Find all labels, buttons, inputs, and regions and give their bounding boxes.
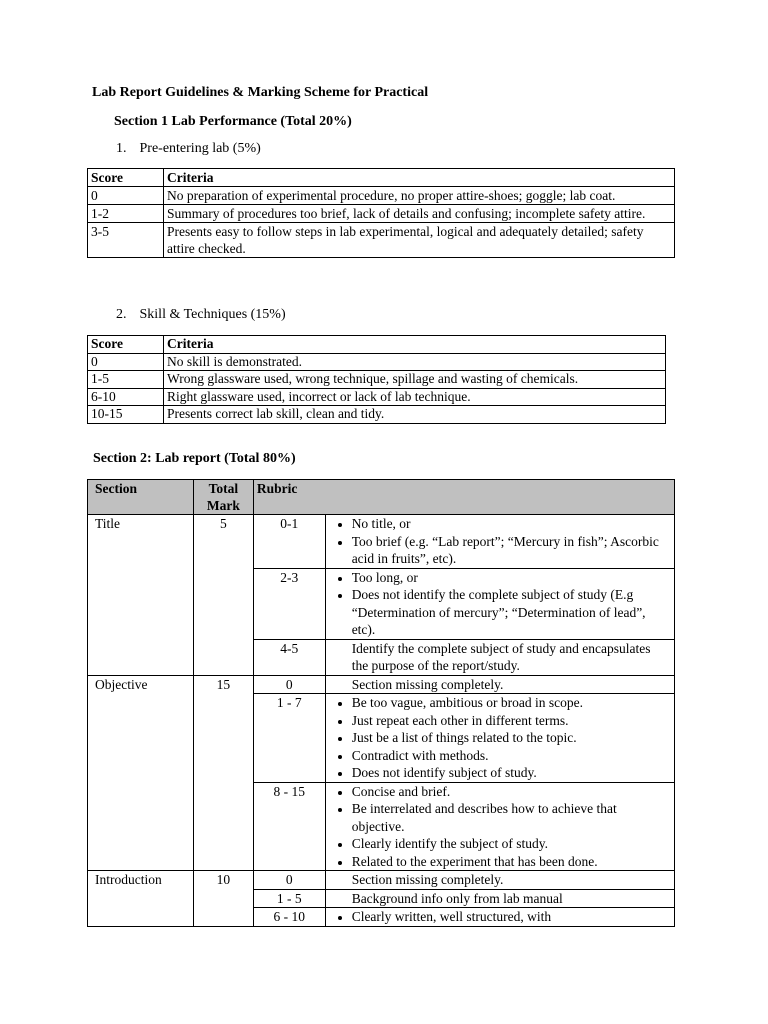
total-mark-cell: 15 <box>193 675 253 871</box>
item-pre-entering-lab <box>116 140 261 158</box>
criteria-cell: Presents easy to follow steps in lab experimental, logical and adequately detailed; safety attire checked. <box>164 223 675 258</box>
rubric-cell <box>325 694 674 783</box>
score-header: Score <box>88 169 164 187</box>
item-label: Skill & Techniques (15%) <box>139 307 286 322</box>
criteria-header: Criteria <box>164 169 675 187</box>
criteria-cell: Presents correct lab skill, clean and tidy. <box>164 406 666 424</box>
table-row <box>88 871 675 890</box>
total-mark-header: Total Mark <box>193 480 253 515</box>
table-row <box>88 223 675 258</box>
criteria-cell: Wrong glassware used, wrong technique, spillage and wasting of chemicals. <box>164 371 666 389</box>
rubric-bullet-list <box>334 569 670 639</box>
rubric-bullet-list <box>334 694 670 782</box>
criteria-cell: No skill is demonstrated. <box>164 353 666 371</box>
section1-heading: Section 1 Lab Performance (Total 20%) <box>114 114 352 129</box>
mark-range-cell: 0 <box>253 675 325 694</box>
table-row <box>88 675 675 694</box>
mark-range-cell: 8 - 15 <box>253 782 325 871</box>
score-cell: 0 <box>88 353 164 371</box>
total-mark-cell: 5 <box>193 515 253 676</box>
lab-report-rubric-table <box>87 479 675 927</box>
rubric-bullet: • Just repeat each other in different terms. <box>352 712 670 730</box>
score-header: Score <box>88 336 164 354</box>
rubric-bullet: • Concise and brief. <box>352 783 670 801</box>
skill-techniques-table <box>87 335 666 424</box>
mark-range-cell: 0 <box>253 871 325 890</box>
rubric-bullet: • Does not identify subject of study. <box>352 764 670 782</box>
rubric-cell: Section missing completely. <box>325 675 674 694</box>
mark-range-cell: 1 - 7 <box>253 694 325 783</box>
rubric-bullet: • Just be a list of things related to the topic. <box>352 729 670 747</box>
pre-entering-lab-table <box>87 168 675 258</box>
rubric-bullet-list <box>334 908 670 926</box>
document-title: Lab Report Guidelines & Marking Scheme for Practical <box>92 85 429 100</box>
score-cell: 1-2 <box>88 205 164 223</box>
table-header-row <box>88 480 675 515</box>
rubric-cell: Background info only from lab manual <box>325 889 674 908</box>
criteria-cell: Right glassware used, incorrect or lack of lab technique. <box>164 388 666 406</box>
criteria-cell: No preparation of experimental procedure, no proper attire-shoes; goggle; lab coat. <box>164 187 675 205</box>
rubric-cell <box>325 908 674 927</box>
table-row <box>88 371 666 389</box>
rubric-bullet: • Too long, or <box>352 569 670 587</box>
item-label: Pre-entering lab (5%) <box>139 141 261 156</box>
rubric-bullet: • Be interrelated and describes how to achieve that objective. <box>352 800 670 835</box>
table-row <box>88 353 666 371</box>
rubric-bullet: • Clearly identify the subject of study. <box>352 835 670 853</box>
mark-range-cell: 0-1 <box>253 515 325 569</box>
rubric-header: Rubric <box>253 480 674 515</box>
table-row <box>88 515 675 569</box>
table-header-row <box>88 169 675 187</box>
section2-heading: Section 2: Lab report (Total 80%) <box>93 451 296 466</box>
section-header: Section <box>88 480 194 515</box>
rubric-bullet: • No title, or <box>352 515 670 533</box>
mark-range-cell: 6 - 10 <box>253 908 325 927</box>
item-number: 2. <box>116 307 127 322</box>
rubric-bullet: • Does not identify the complete subject of study (E.g “Determination of mercury”; “Determination of lead”, etc). <box>352 586 670 639</box>
table-header-row <box>88 336 666 354</box>
item-number: 1. <box>116 141 127 156</box>
mark-range-cell: 1 - 5 <box>253 889 325 908</box>
score-cell: 1-5 <box>88 371 164 389</box>
criteria-header: Criteria <box>164 336 666 354</box>
rubric-bullet: • Clearly written, well structured, with <box>352 908 670 926</box>
item-skill-techniques <box>116 306 286 324</box>
rubric-bullet: • Related to the experiment that has been done. <box>352 853 670 871</box>
table-row <box>88 406 666 424</box>
score-cell: 0 <box>88 187 164 205</box>
rubric-cell <box>325 568 674 639</box>
rubric-bullet-list <box>334 783 670 871</box>
score-cell: 3-5 <box>88 223 164 258</box>
score-cell: 10-15 <box>88 406 164 424</box>
table-row <box>88 388 666 406</box>
total-mark-cell: 10 <box>193 871 253 927</box>
rubric-bullet: • Be too vague, ambitious or broad in scope. <box>352 694 670 712</box>
rubric-bullet: • Too brief (e.g. “Lab report”; “Mercury in fish”; Ascorbic acid in fruits”, etc). <box>352 533 670 568</box>
table-row <box>88 205 675 223</box>
section-name-cell: Objective <box>88 675 194 871</box>
section-name-cell: Introduction <box>88 871 194 927</box>
table-row <box>88 187 675 205</box>
mark-range-cell: 4-5 <box>253 639 325 675</box>
rubric-bullet-list <box>334 515 670 568</box>
rubric-cell <box>325 515 674 569</box>
rubric-cell <box>325 782 674 871</box>
rubric-cell: Identify the complete subject of study and encapsulates the purpose of the report/study. <box>325 639 674 675</box>
criteria-cell: Summary of procedures too brief, lack of details and confusing; incomplete safety attire. <box>164 205 675 223</box>
section-name-cell: Title <box>88 515 194 676</box>
rubric-bullet: • Contradict with methods. <box>352 747 670 765</box>
rubric-cell: Section missing completely. <box>325 871 674 890</box>
mark-range-cell: 2-3 <box>253 568 325 639</box>
score-cell: 6-10 <box>88 388 164 406</box>
